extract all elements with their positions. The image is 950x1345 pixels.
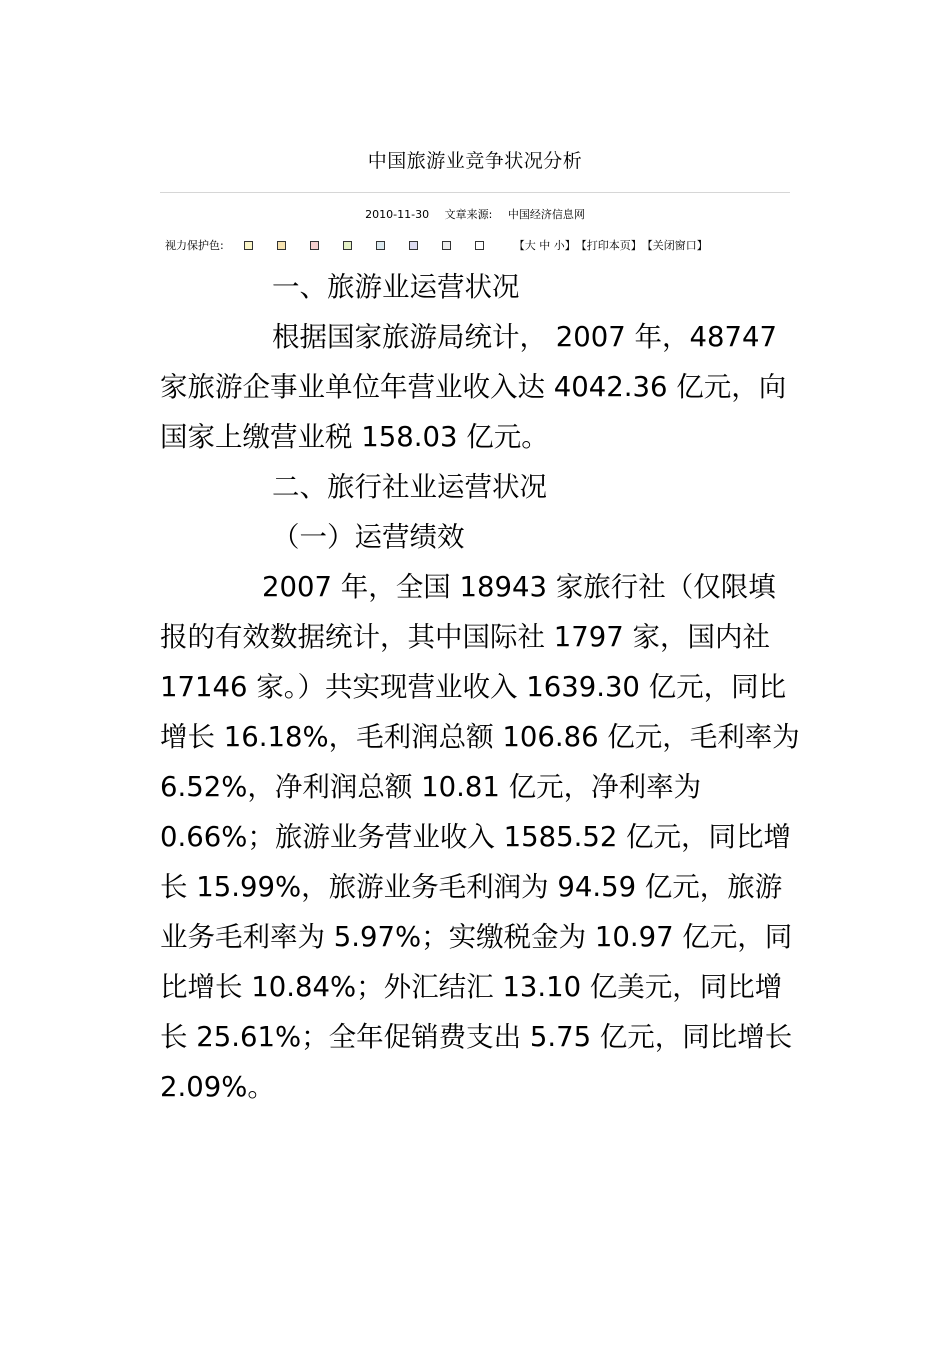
close-window-link[interactable]: 【关闭窗口】: [641, 239, 708, 252]
paragraph-2: 2007 年，全国 18943 家旅行社（仅限填报的有效数据统计，其中国际社 1797 家，国内社 17146 家。）共实现营业收入 1639.30 亿元，同比增长 16.18%，毛利润总额 106.86 亿元，毛利率为 6.52%，净利润总额 10.81 亿元，净利率为 0.66%；旅游业务营业收入 1585.52 亿元，同比增长 15.99%，旅游业务毛利润为 94.59 亿元，旅游业务毛利率为 5.97%；实缴税金为 10.97 亿元，同比增长 10.84%；外汇结汇 13.10 亿美元，同比增长 25.61%；全年促销费支出 5.75 亿元，同比增长 2.09%。: [160, 571, 800, 1103]
color-swatch-7[interactable]: [442, 241, 451, 250]
section-heading-1: 一、旅游业运营状况: [272, 271, 520, 303]
color-swatch-3[interactable]: [310, 241, 319, 250]
subsection-heading: （一）运营绩效: [272, 521, 465, 553]
section-heading-2: 二、旅行社业运营状况: [272, 471, 547, 503]
toolbar-links: [514, 237, 708, 253]
print-link[interactable]: 【打印本页】: [575, 239, 642, 252]
color-swatches: [244, 241, 508, 250]
color-swatch-6[interactable]: [409, 241, 418, 250]
reading-toolbar: [165, 237, 775, 253]
color-swatch-8[interactable]: [475, 241, 484, 250]
color-swatch-5[interactable]: [376, 241, 385, 250]
source-name: 中国经济信息网: [507, 208, 585, 221]
font-size-links[interactable]: 【大 中 小】: [513, 239, 576, 252]
publish-date: 2010-11-30: [365, 208, 430, 221]
paragraph-1: 根据国家旅游局统计， 2007 年，48747 家旅游企事业单位年营业收入达 4042.36 亿元，向国家上缴营业税 158.03 亿元。: [160, 321, 787, 453]
color-swatch-4[interactable]: [343, 241, 352, 250]
page-title: 中国旅游业竞争状况分析: [367, 150, 583, 172]
eye-protect-label: 视力保护色:: [165, 239, 224, 252]
color-swatch-1[interactable]: [244, 241, 253, 250]
article-body: [160, 262, 800, 1112]
article-meta: [0, 206, 950, 222]
color-swatch-2[interactable]: [277, 241, 286, 250]
title-divider: [160, 192, 790, 193]
source-label: 文章来源:: [444, 208, 493, 221]
